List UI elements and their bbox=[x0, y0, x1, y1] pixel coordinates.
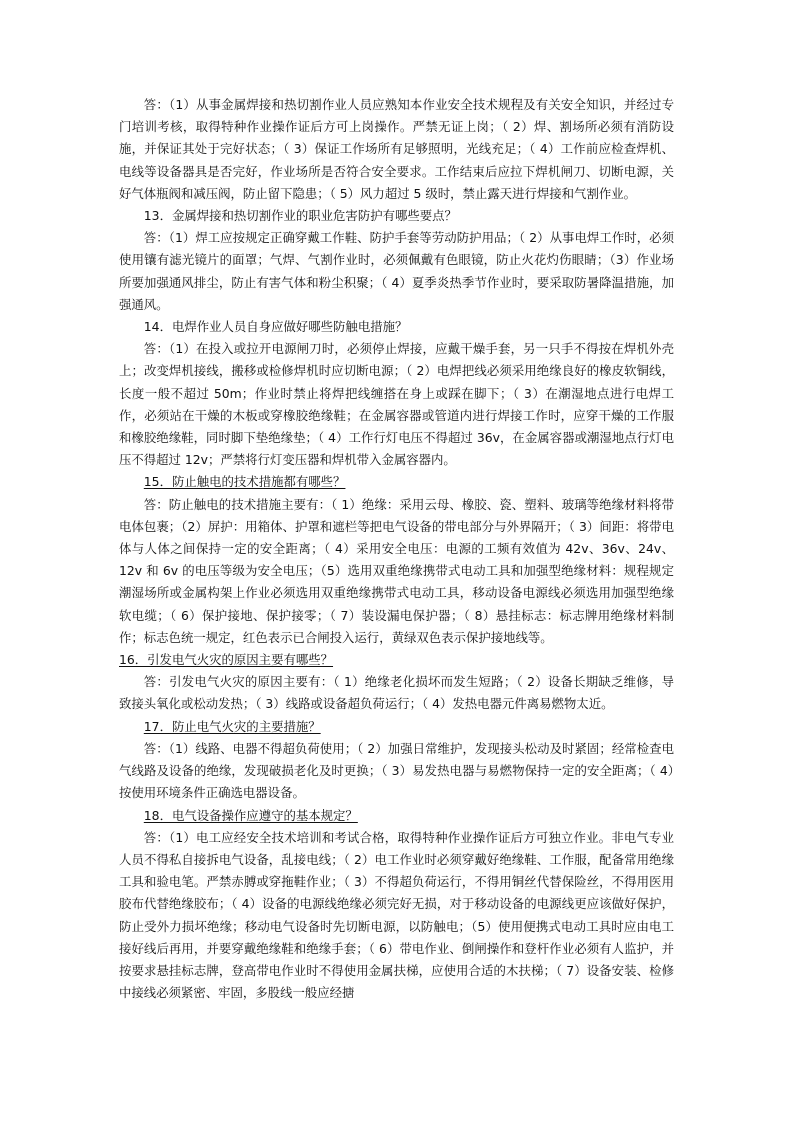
section-heading: 14．电焊作业人员自身应做好哪些防触电措施？ bbox=[143, 319, 408, 335]
heading-text: 16．引发电气火灾的原因主要有哪些？ bbox=[119, 652, 334, 668]
heading-text: 17．防止电气火灾的主要措施？ bbox=[143, 718, 321, 734]
answer-paragraph: 答：引发电气火灾的原因主要有：（ 1）绝缘老化损坏而发生短路；（ 2）设备长期缺乏维修，导致接头氧化或松动发热；（ 3）线路或设备超负荷运行；（ 4）发热电器元件离易燃物太近。 bbox=[119, 674, 674, 712]
answer-paragraph: 答：（1）焊工应按规定正确穿戴工作鞋、防护手套等劳动防护用品；（ 2）从事电焊工作时，必须使用镶有滤光镜片的面罩；气焊、气割作业时，必须佩戴有色眼镜，防止火花灼伤眼睛；（3）作业场所要加强通风排尘，防止有害气体和粉尘积聚；（ 4）夏季炎热季节作业时，要采取防暑降温措施，加强通风。 bbox=[119, 230, 674, 312]
section-heading bbox=[119, 805, 674, 827]
answer-paragraph: 答：（1）电工应经安全技术培训和考试合格，取得特种作业操作证后方可独立作业。非电气专业人员不得私自接拆电气设备，乱接电线；（ 2）电工作业时必须穿戴好绝缘鞋、工作服，配备常用绝缘工具和验电笔。严禁赤膊或穿拖鞋作业；（ 3）不得超负荷运行，不得用铜丝代替保险丝，不得用医用胶布代替绝缘胶布；（ 4）设备的电源线绝缘必须完好无损，对于移动设备的电源线更应该做好保护，防止受外力损坏绝缘；移动电气设备时先切断电源，以防触电；（5）使用便携式电动工具时应由电工接好线后再用，并要穿戴绝缘鞋和绝缘手套；（ 6）带电作业、倒闸操作和登杆作业必须有人监护，并按要求悬挂标志牌，登高带电作业时不得使用金属扶梯，应使用合适的木扶梯；（ 7）设备安装、检修中接线必须紧密、牢固，多股线一般应经搪 bbox=[119, 829, 674, 1001]
document-page bbox=[119, 94, 674, 1004]
answer-paragraph: 答：（1）在投入或拉开电源闸刀时，必须停止焊接，应戴干燥手套，另一只手不得按在焊机外壳上；改变焊机接线，搬移或检修焊机时应切断电源；（ 2）电焊把线必须采用绝缘良好的橡皮软铜线，长度一般不超过 50m；作业时禁止将焊把线缠搭在身上或踩在脚下；（ 3）在潮湿地点进行电焊工作，必须站在干燥的木板或穿橡胶绝缘鞋；在金属容器或管道内进行焊接工作时，应穿干燥的工作服和橡胶绝缘鞋，同时脚下垫绝缘垫；（ 4）工作行灯电压不得超过 36v，在金属容器或潮湿地点行灯电压不得超过 12v；严禁将行灯变压器和焊机带入金属容器内。 bbox=[119, 341, 674, 468]
section-heading bbox=[119, 471, 674, 493]
answer-paragraph: 答：防止触电的技术措施主要有：（ 1）绝缘：采用云母、橡胶、瓷、塑料、玻璃等绝缘材料将带电体包裹；（2）屏护：用箱体、护罩和遮栏等把电气设备的带电部分与外界隔开；（ 3）间距：将带电体与人体之间保持一定的安全距离；（ 4）采用安全电压：电源的工频有效值为 42v、36v、24v、12v 和 6v 的电压等级为安全电压；（5）选用双重绝缘携带式电动工具和加强型绝缘材料：规程规定潮湿场所或金属构架上作业必须选用双重绝缘携带式电动工具，移动设备电源线必须选用加强型绝缘软电缆；（ 6）保护接地、保护接零；（ 7）装设漏电保护器；（ 8）悬挂标志：标志牌用绝缘材料制作；标志色统一规定，红色表示已合闸投入运行，黄绿双色表示保护接地线等。 bbox=[119, 496, 674, 645]
heading-text: 15．防止触电的技术措施都有哪些？ bbox=[143, 474, 346, 490]
heading-text: 18．电气设备操作应遵守的基本规定？ bbox=[143, 807, 358, 823]
section-heading bbox=[119, 649, 674, 671]
answer-paragraph: 答：（1）从事金属焊接和热切割作业人员应熟知本作业安全技术规程及有关安全知识，并经过专门培训考核，取得特种作业操作证后方可上岗操作。严禁无证上岗；（ 2）焊、割场所必须有消防设施，并保证其处于完好状态；（ 3）保证工作场所有足够照明，光线充足；（ 4）工作前应检查焊机、电线等设备器具是否完好，作业场所是否符合安全要求。工作结束后应拉下焊机闸刀、切断电源，关好气体瓶阀和减压阀，防止留下隐患；（ 5）风力超过 5 级时，禁止露天进行焊接和气割作业。 bbox=[119, 97, 674, 201]
section-heading bbox=[119, 716, 674, 738]
section-heading: 13．金属焊接和热切割作业的职业危害防护有哪些要点？ bbox=[143, 208, 457, 224]
answer-paragraph: 答：（1）线路、电器不得超负荷使用；（ 2）加强日常维护，发现接头松动及时紧固；经常检查电气线路及设备的绝缘，发现破损老化及时更换；（ 3）易发热电器与易燃物保持一定的安全距离；（ 4）按使用环境条件正确选电器设备。 bbox=[119, 740, 674, 801]
